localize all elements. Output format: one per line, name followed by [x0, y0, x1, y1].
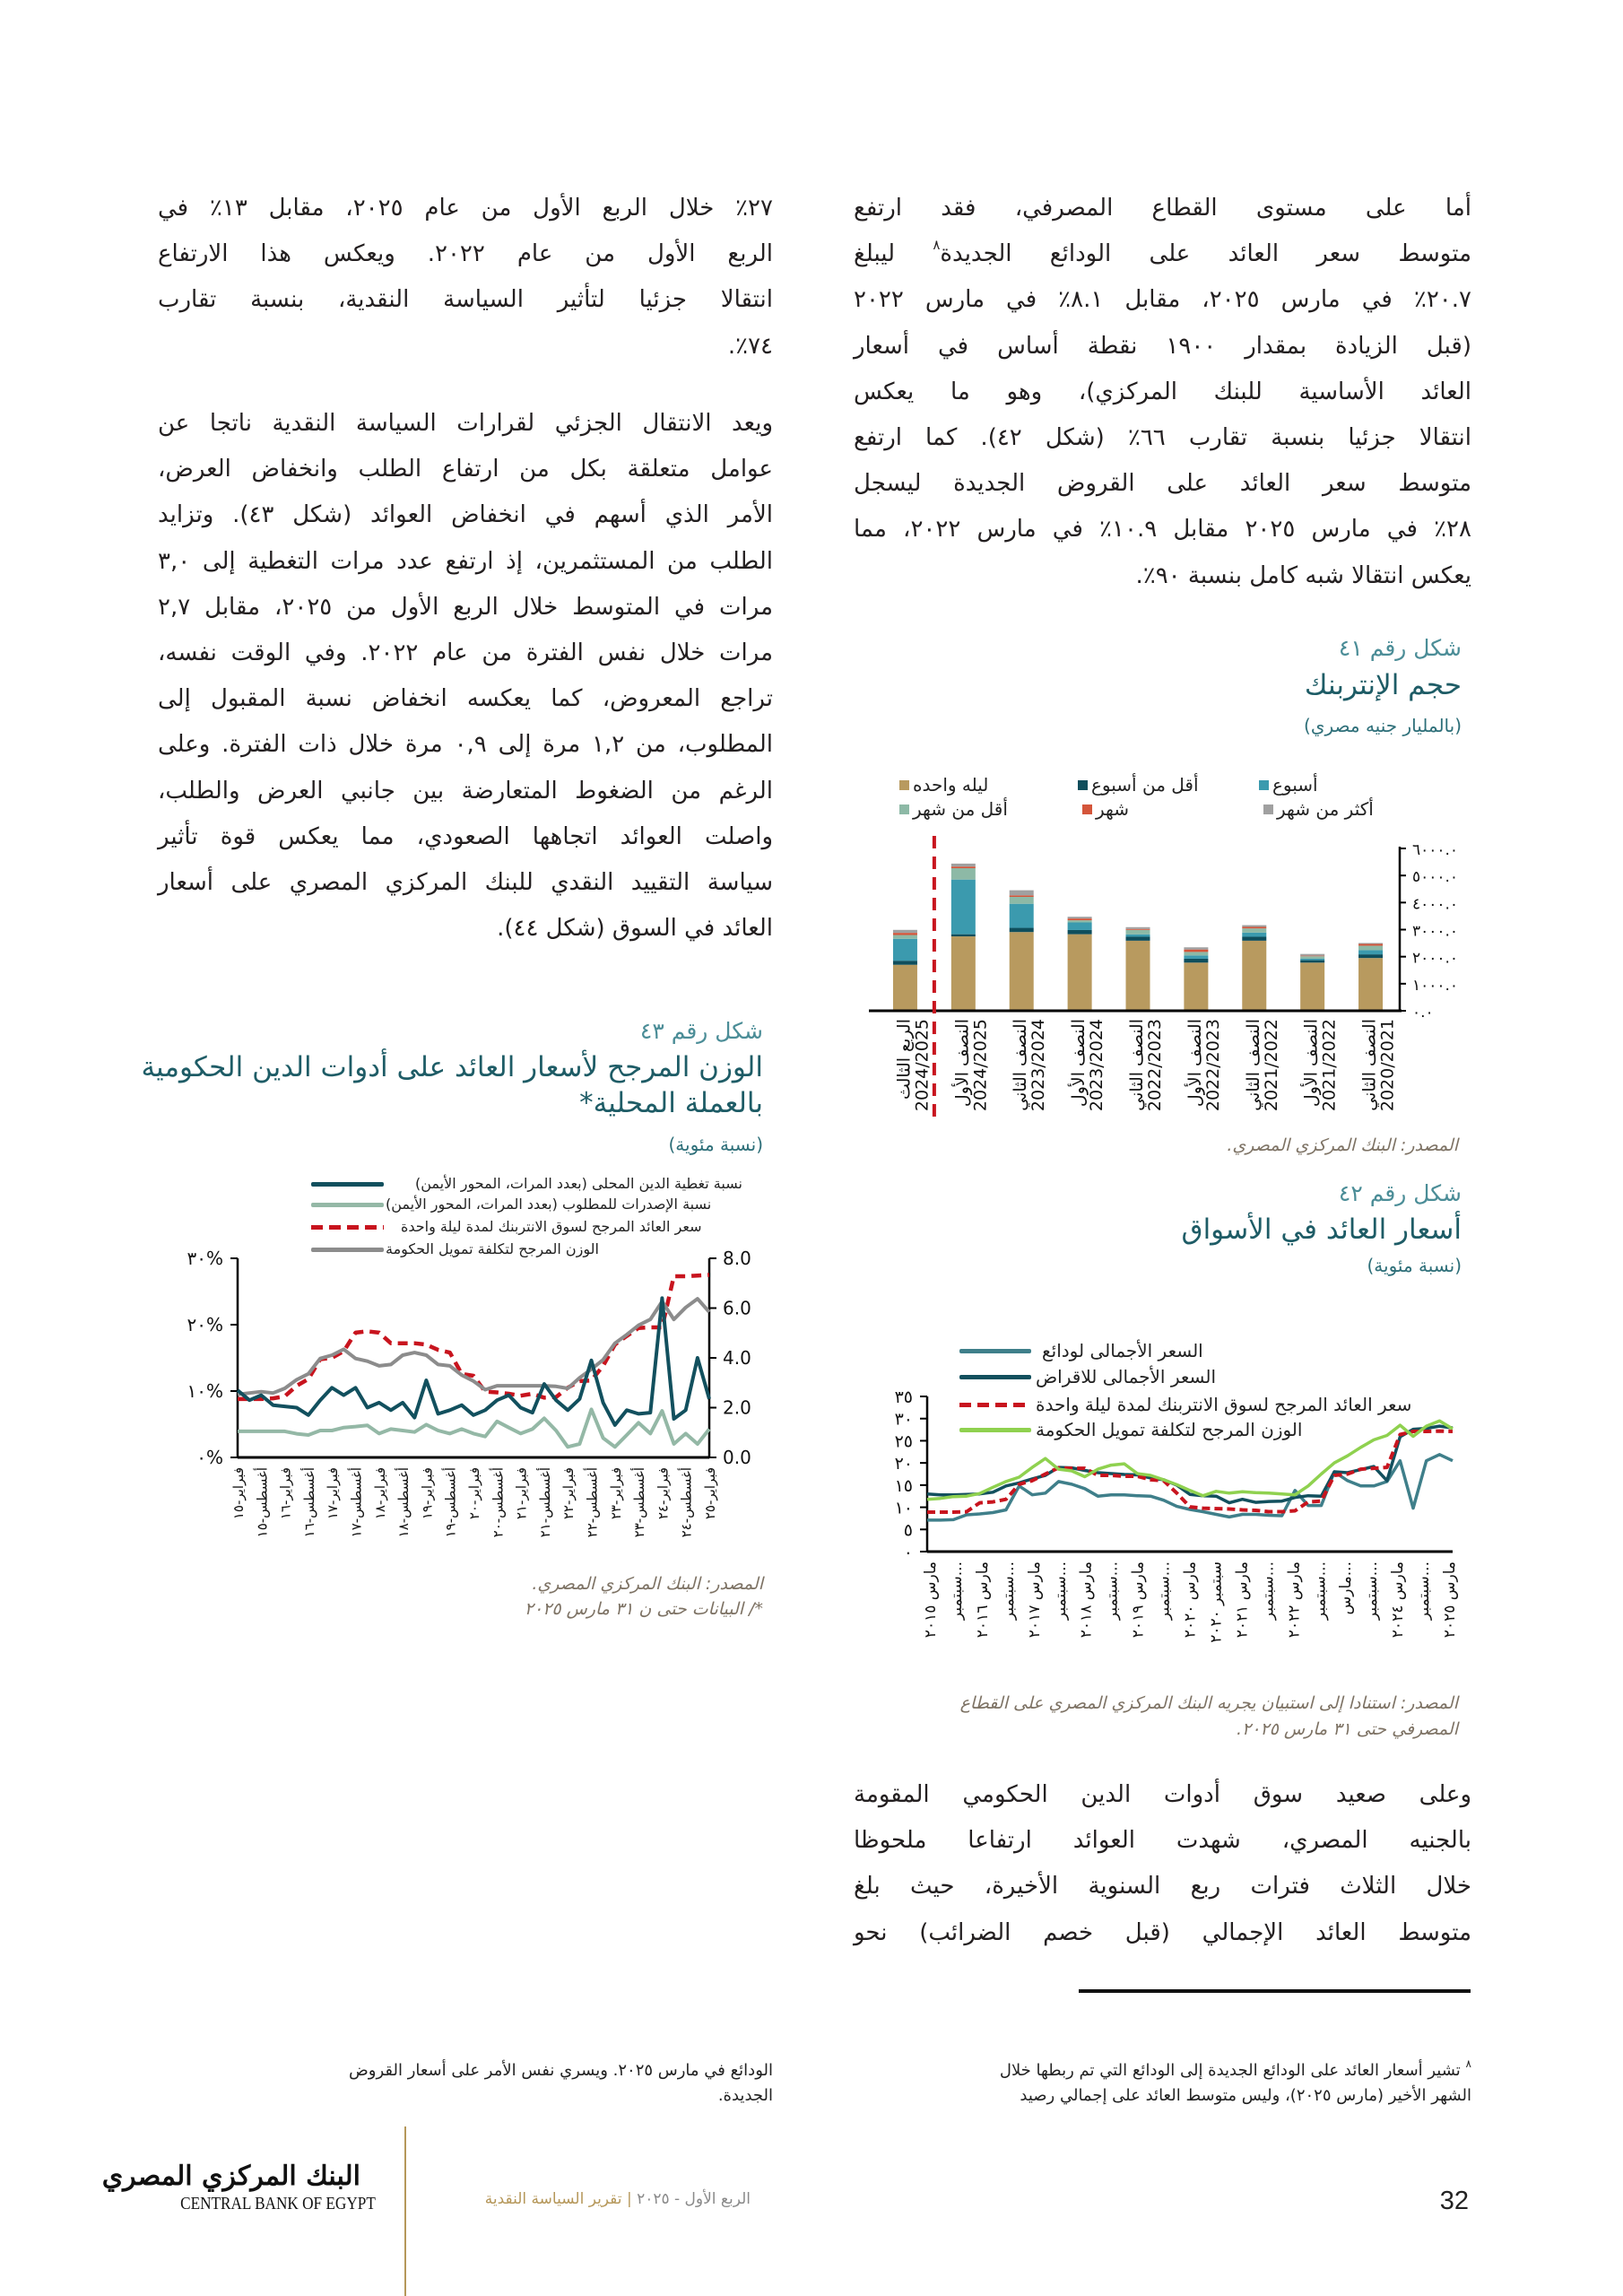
bar-segment	[893, 930, 917, 933]
bar-segment	[1300, 956, 1324, 957]
legend-item-more-than-month	[1263, 796, 1374, 822]
text-line: الربع الأول من عام ٢٠٢٢. ويعكس هذا الارتفاع	[158, 240, 774, 268]
footnote-line	[1000, 2058, 1471, 2083]
footnote-reference[interactable]: ٨	[933, 237, 941, 254]
bar-segment	[1126, 929, 1150, 930]
bar-segment	[1300, 959, 1324, 961]
y-tick-label: 8.0	[723, 1248, 751, 1269]
x-tick-label: 2022/2023	[1202, 1019, 1223, 1112]
bar-segment	[1010, 897, 1034, 904]
footnote-text: تشير أسعار العائد على الودائع الجديدة إلى الودائع التي تم ربطها خلال	[999, 2061, 1461, 2080]
footnote-separator	[1079, 1989, 1471, 1993]
footer-report-title	[485, 2188, 751, 2210]
text-line: (قبل الزيادة بمقدار ١٩٠٠ نقطة أساس في أسعار	[854, 332, 1471, 360]
y-tick-label: ٤٠٠٠.٠	[1412, 895, 1459, 914]
figure-41-header	[1304, 633, 1462, 738]
text-line: ٢٧٪ خلال الربع الأول من عام ٢٠٢٥، مقابل ١٣٪ في	[158, 195, 773, 222]
x-tick-label: سبتمبر...	[1415, 1561, 1434, 1621]
bar-stack	[1068, 917, 1092, 1011]
text-line: واصلت العوائد اتجاهها الصعودي، مما يعكس قوة تأثير	[158, 822, 773, 850]
y-tick-label: ٠.٠	[1412, 1004, 1434, 1022]
x-tick-label: مارس ٢٠١٩	[1129, 1561, 1148, 1639]
x-tick-label: فبراير-١٥	[230, 1467, 247, 1520]
x-tick-label: النصف الثاني	[1127, 1019, 1147, 1111]
bar-segment	[1184, 950, 1208, 952]
bar-stack	[893, 930, 917, 1011]
figure-43-header	[141, 1016, 763, 1157]
y-tick-label: ١٠	[894, 1498, 913, 1518]
bar-segment	[1184, 955, 1208, 959]
y-tick-label: ٥٠٠٠.٠	[1412, 868, 1459, 887]
bar-segment	[951, 935, 976, 936]
legend-item-less-than-month	[899, 796, 1008, 822]
legend-label: نسبة تغطية الدين المحلى (بعدد المرات، المحور الأيمن)	[415, 1175, 742, 1192]
bar-segment	[1242, 936, 1266, 940]
text-line: ٢٠.٧٪ في مارس ٢٠٢٥، مقابل ٨.١٪ في مارس ٢٠٢٢	[854, 286, 1471, 314]
figure-title-line: بالعملة المحلية*	[579, 1087, 763, 1119]
y-tick-label: 2.0	[723, 1396, 751, 1419]
bar-segment	[951, 864, 976, 866]
bar-segment	[1126, 930, 1150, 935]
legend-label: السعر الأجمالى للاقراض	[1036, 1366, 1216, 1387]
legend-label: شهر	[1096, 798, 1130, 820]
legend-label: نسبة الإصدرات للمطلوب (بعدد المرات، المحور الأيمن)	[386, 1196, 712, 1213]
x-tick-label: أغسطس-٢٠	[490, 1467, 507, 1538]
text-line: مرات خلال نفس الفترة من عام ٢٠٢٢. وفي الوقت نفسه،	[158, 639, 773, 666]
legend-item-overnight	[899, 772, 988, 797]
right-column-paragraph-1	[854, 186, 1471, 599]
text-line: خلال الثلاث فترات ربع السنوية الأخيرة، حيث بلغ	[854, 1873, 1471, 1900]
bar-segment	[1010, 904, 1034, 928]
x-tick-label: 2024/2025	[912, 1019, 933, 1112]
source-line: المصدر: استنادا إلى استبيان يجريه البنك المركزي المصري على القطاع	[959, 1693, 1458, 1713]
y-tick-label: ٢٠٠٠.٠	[1412, 949, 1459, 968]
legend-label: الوزن المرجح لتكلفة تمويل الحكومة	[1036, 1419, 1303, 1440]
x-tick-label: مارس ٢٠١٧	[1025, 1561, 1044, 1639]
source-line: المصدر: البنك المركزي المصري.	[532, 1574, 763, 1594]
x-tick-label: النصف الأول	[1301, 1019, 1322, 1108]
bar-segment	[1300, 956, 1324, 959]
x-tick-label: النصف الثاني	[1359, 1019, 1380, 1111]
y-tick-label: ٥	[903, 1520, 913, 1541]
text-line: ٢٨٪ في مارس ٢٠٢٥ مقابل ١٠.٩٪ في مارس ٢٠٢٢، مما	[854, 516, 1471, 544]
x-tick-label: أغسطس-٢٤	[678, 1467, 695, 1538]
text-line: متوسط سعر العائد على القروض الجديدة ليسجل	[854, 470, 1471, 498]
y-tick-label: ٦٠٠٠.٠	[1412, 841, 1459, 859]
x-tick-label: أغسطس-١٧	[348, 1467, 365, 1538]
bar-segment	[1010, 895, 1034, 897]
legend-label: سعر العائد المرجح لسوق الانتربنك لمدة ليلة واحدة	[1036, 1394, 1412, 1415]
bar-segment	[893, 961, 917, 965]
bar-stack	[951, 864, 976, 1011]
bar-segment	[1068, 918, 1092, 920]
source-line: المصرفي حتى ٣١ مارس ٢٠٢٥.	[1236, 1719, 1458, 1739]
x-tick-label: فبراير-١٧	[325, 1467, 342, 1520]
bar-segment	[1358, 954, 1383, 958]
y-tick-label: ١٥	[894, 1475, 913, 1496]
x-tick-label: 2023/2024	[1087, 1019, 1107, 1112]
x-tick-label: النصف الأول	[952, 1019, 973, 1108]
footer-divider-rule	[404, 2126, 406, 2296]
x-tick-label: فبراير-٢٠	[466, 1467, 482, 1520]
legend-line-interbank	[959, 1403, 1031, 1407]
bar-segment	[1068, 923, 1092, 930]
bar-segment	[1126, 935, 1150, 937]
y-tick-label: 4.0	[723, 1347, 751, 1369]
bar-segment	[1300, 962, 1324, 1011]
data-note: */ البيانات حتى ن ٣١ مارس ٢٠٢٥	[524, 1599, 763, 1619]
text-line: تراجع المعروض، كما يعكسه انخفاض نسبة المقبول إلى	[158, 685, 773, 713]
legend-label: أكثر من شهر	[1277, 798, 1374, 820]
legend-swatch	[1082, 804, 1092, 814]
x-tick-label: مارس ٢٠١٥	[922, 1561, 940, 1639]
x-tick-label: مارس ٢٠٢٤	[1389, 1561, 1408, 1639]
bar-segment	[1010, 932, 1034, 1011]
y-tick-label: ٢٠%	[187, 1314, 223, 1335]
y-tick-label: 6.0	[723, 1297, 751, 1319]
bar-segment	[1010, 891, 1034, 896]
x-tick-label: فبراير-٢٣	[607, 1467, 624, 1520]
left-column-paragraph-2	[158, 401, 773, 952]
figure-number: شكل رقم ٤١	[1338, 635, 1462, 661]
right-column-paragraph-2	[854, 1772, 1471, 1956]
legend-label: أقل من أسبوع	[1091, 774, 1199, 796]
figure-title-line: الوزن المرجح لأسعار العائد على أدوات الدين الحكومية	[141, 1051, 763, 1083]
footnote-line: الودائع في مارس ٢٠٢٥. ويسري نفس الأمر على أسعار القروض	[349, 2061, 773, 2080]
legend-label: السعر الأجمالى لودائع	[1042, 1340, 1203, 1361]
legend-swatch	[1078, 780, 1088, 790]
text-line: الطلب من المستثمرين، إذ ارتفع عدد مرات التغطية إلى ٣,٠	[158, 547, 773, 575]
bar-segment	[1184, 947, 1208, 949]
bar-segment	[893, 939, 917, 961]
legend-line-interbank	[311, 1225, 384, 1230]
x-tick-label: النصف الأول	[1185, 1019, 1205, 1108]
bar-segment	[1068, 935, 1092, 1011]
legend-swatch	[1263, 804, 1273, 814]
x-tick-label: فبراير-١٩	[419, 1467, 436, 1520]
bar-segment	[951, 868, 976, 880]
logo-arabic-wordmark: البنك المركزي المصري	[101, 2161, 360, 2192]
legend-line-issuance-ratio	[311, 1203, 384, 1207]
figure-unit: (نسبة مئوية)	[1367, 1255, 1462, 1276]
x-tick-label: أغسطس-١٩	[442, 1467, 459, 1538]
legend-item-week	[1259, 772, 1318, 797]
footnote-line: الشهر الأخير (مارس ٢٠٢٥)، وليس متوسط العائد على إجمالي رصيد	[1020, 2086, 1471, 2105]
bar-segment	[1126, 941, 1150, 1011]
bar-segment	[1358, 944, 1383, 945]
text-line: المطلوب، من ١,٢ مرة إلى ٠,٩ مرة خلال ذات الفترة. وعلى	[158, 731, 773, 759]
bar-segment	[1184, 959, 1208, 962]
x-tick-label: فبراير-٢٤	[655, 1467, 672, 1520]
x-tick-label: سبتمبر...	[1259, 1561, 1278, 1621]
interbank-volume-bar-chart	[861, 825, 1471, 1130]
logo-english-wordmark: CENTRAL BANK OF EGYPT	[180, 2194, 376, 2213]
text-line: بالجنيه المصري، شهدت العوائد ارتفاعا ملحوظا	[854, 1827, 1471, 1855]
bar-segment	[1300, 961, 1324, 963]
figure-number: شكل رقم ٤٣	[639, 1018, 763, 1044]
x-tick-label: الربع الثالث	[894, 1019, 915, 1100]
legend-item-less-than-week	[1078, 772, 1199, 797]
series-line	[238, 1298, 709, 1425]
bar-group	[893, 864, 1383, 1011]
y-tick-label: ٣٥	[894, 1387, 913, 1407]
legend-line-deposits	[959, 1349, 1031, 1353]
bar-segment	[1068, 917, 1092, 918]
figure-title: حجم الإنتربنك	[1304, 669, 1462, 701]
figure-unit: (نسبة مئوية)	[668, 1134, 763, 1155]
bar-segment	[1300, 954, 1324, 956]
text-line: العائد في السوق (شكل ٤٤).	[497, 915, 773, 943]
x-tick-label: أغسطس-١٨	[395, 1467, 412, 1538]
text-line: ويعد الانتقال الجزئي لقرارات السياسة النقدية ناتجا عن	[158, 410, 773, 437]
bar-segment	[1068, 920, 1092, 922]
x-tick-label: سبتمبر...	[947, 1561, 966, 1621]
footnote-marker: ٨	[1465, 2057, 1471, 2070]
text-line: انتقالا جزئيا بنسبة تقارب ٦٦٪ (شكل ٤٢). كما ارتفع	[854, 423, 1471, 451]
footer-period: الربع الأول - ٢٠٢٥	[637, 2190, 751, 2208]
bar-segment	[1358, 950, 1383, 954]
y-tick-label: ٠%	[196, 1447, 223, 1468]
footer-divider: |	[626, 2190, 632, 2208]
y-tick-label: ٣٠٠٠.٠	[1412, 922, 1459, 941]
x-tick-label: مارس ٢٠١٨	[1077, 1561, 1096, 1639]
y-tick-label: ٢٠	[894, 1454, 913, 1474]
bar-segment	[1242, 926, 1266, 928]
x-tick-label: فبراير-٢٢	[560, 1467, 577, 1520]
bar-stack	[1184, 947, 1208, 1011]
bar-segment	[1242, 941, 1266, 1011]
page-number: 32	[1439, 2187, 1469, 2215]
series-line	[927, 1431, 1453, 1512]
text-line: مرات في المتوسط خلال الربع الأول من ٢٠٢٥، مقابل ٢,٧	[158, 593, 773, 621]
bar-stack	[1242, 926, 1266, 1011]
text-line: ٧٤٪.	[727, 332, 773, 360]
x-tick-label: مارس ٢٠٢٥	[1441, 1561, 1459, 1639]
legend-label: الوزن المرجح لتكلفة تمويل الحكومة	[386, 1240, 599, 1257]
legend-swatch	[899, 780, 909, 790]
legend-label: أقل من شهر	[913, 798, 1008, 820]
legend-label: سعر العائد المرجح لسوق الانتربنك لمدة ليلة واحدة	[401, 1218, 702, 1235]
bar-stack	[1358, 943, 1383, 1011]
bar-segment	[893, 965, 917, 1011]
x-tick-label: 2020/2021	[1377, 1019, 1398, 1112]
figure-42-header	[1182, 1178, 1462, 1278]
x-tick-label: مارس ٢٠٢٠	[1181, 1561, 1200, 1639]
bar-segment	[951, 936, 976, 1011]
x-tick-label: أغسطس-١٥	[254, 1467, 271, 1538]
bar-stack	[1300, 954, 1324, 1011]
footnote-8	[1000, 2058, 1471, 2109]
legend-item-month	[1082, 796, 1129, 822]
x-tick-label: سبتمبر...	[1363, 1561, 1382, 1621]
text-fragment: متوسط سعر العائد على الودائع الجديدة	[940, 240, 1472, 268]
bar-segment	[1242, 928, 1266, 933]
x-tick-label: 2021/2022	[1319, 1019, 1340, 1112]
bar-segment	[1126, 927, 1150, 929]
figure-unit: (بالمليار جنيه مصري)	[1304, 715, 1462, 736]
bar-segment	[1358, 958, 1383, 1011]
bar-segment	[951, 866, 976, 868]
text-line: الرغم من الضغوط المتعارضة بين جانبي العرض والطلب،	[158, 777, 773, 804]
x-tick-label: 2021/2022	[1261, 1019, 1281, 1112]
x-tick-label: أغسطس-٢١	[536, 1467, 553, 1538]
legend-line-government	[959, 1428, 1031, 1432]
text-line: أما على مستوى القطاع المصرفي، فقد ارتفع	[854, 195, 1471, 222]
bar-segment	[1184, 952, 1208, 955]
bar-segment	[1010, 928, 1034, 933]
figure-title: أسعار العائد في الأسواق	[1181, 1213, 1462, 1246]
y-tick-label: ١٠%	[187, 1380, 223, 1402]
bar-segment	[893, 933, 917, 935]
text-line: متوسط العائد الإجمالي (قبل خصم الضرائب) نحو	[854, 1918, 1471, 1946]
central-bank-logo	[101, 2160, 376, 2213]
legend-line-coverage-ratio	[311, 1182, 384, 1187]
x-tick-label: النصف الثاني	[1011, 1019, 1031, 1111]
x-tick-label: فبراير-٢١	[513, 1467, 530, 1520]
bar-stack	[1126, 927, 1150, 1011]
figure-43-source	[525, 1571, 763, 1622]
x-tick-label: أغسطس-٢٢	[584, 1467, 601, 1538]
text-line: الأمر الذي أسهم في انخفاض العوائد (شكل ٤٣). وتزايد	[158, 501, 773, 529]
x-tick-label: سبتمبر...	[999, 1561, 1018, 1621]
legend-swatch	[1259, 780, 1269, 790]
text-line	[854, 231, 1471, 277]
bar-segment	[1068, 930, 1092, 935]
gov-debt-yield-line-chart	[161, 1247, 789, 1570]
x-tick-label: سبتمبر...	[1155, 1561, 1174, 1621]
left-column-paragraph-1	[158, 186, 773, 370]
bar-stack	[1010, 891, 1034, 1011]
bar-segment	[951, 880, 976, 935]
y-tick-label: ٠	[903, 1543, 913, 1562]
y-tick-label: ٣٠%	[187, 1248, 223, 1269]
bar-segment	[1126, 936, 1150, 940]
x-tick-label: مارس ٢٠٢٢	[1285, 1561, 1304, 1639]
y-tick-label: ٣٠	[894, 1409, 913, 1430]
bar-segment	[1242, 926, 1266, 927]
bar-segment	[1358, 943, 1383, 944]
x-tick-label: فبراير-١٨	[371, 1467, 388, 1520]
figure-42-source	[960, 1691, 1458, 1743]
bar-segment	[1358, 945, 1383, 950]
bar-segment	[1242, 933, 1266, 937]
footnote-line: الجديدة.	[717, 2086, 773, 2105]
x-tick-label: مارس...	[1337, 1561, 1356, 1615]
x-tick-label: النصف الأول	[1069, 1019, 1089, 1108]
x-tick-label: سبتمبر...	[1051, 1561, 1070, 1621]
x-tick-label: 2022/2023	[1145, 1019, 1165, 1112]
x-tick-label: مارس ٢٠١٦	[973, 1561, 992, 1639]
x-tick-label: سبتمبر...	[1311, 1561, 1330, 1621]
x-tick-label: فبراير-١٦	[277, 1467, 294, 1520]
x-tick-label: أغسطس-٢٣	[631, 1467, 648, 1538]
x-tick-label: سبتمبر...	[1103, 1561, 1122, 1621]
text-line: العائد الأساسية للبنك المركزي)، وهو ما يعكس	[854, 378, 1471, 405]
x-tick-label: النصف الثاني	[1243, 1019, 1263, 1111]
footer-report-name: تقرير السياسة النقدية	[484, 2190, 622, 2208]
bar-segment	[1184, 962, 1208, 1011]
x-tick-label: مارس ٢٠٢١	[1233, 1561, 1252, 1639]
text-line: وعلى صعيد سوق أدوات الدين الحكومي المقومة	[854, 1781, 1471, 1808]
legend-line-loans	[959, 1375, 1031, 1379]
text-line: سياسة التقييد النقدي للبنك المركزي المصري على أسعار	[158, 868, 773, 896]
legend-swatch	[899, 804, 909, 814]
legend-label: ليله واحده	[913, 774, 989, 796]
y-tick-label: ٢٥	[894, 1431, 913, 1452]
x-tick-label: 2023/2024	[1028, 1019, 1049, 1112]
y-tick-label: 0.0	[723, 1447, 751, 1468]
series-line	[238, 1299, 709, 1395]
figure-number: شكل رقم ٤٢	[1338, 1180, 1462, 1206]
bar-segment	[893, 935, 917, 939]
y-tick-label: ١٠٠٠.٠	[1412, 976, 1459, 995]
text-line: عوامل متعلقة بكل من ارتفاع الطلب وانخفاض العرض،	[158, 456, 773, 483]
text-line: يعكس انتقالا شبه كامل بنسبة ٩٠٪.	[1135, 561, 1471, 589]
x-tick-label: 2024/2025	[970, 1019, 991, 1112]
x-tick-label: فبراير-٢٥	[702, 1467, 718, 1520]
x-tick-label: أغسطس-١٦	[300, 1467, 317, 1538]
legend-label: أسبوع	[1272, 774, 1318, 796]
x-tick-label: سبتمبر ٢٠٢٠	[1207, 1561, 1226, 1643]
text-fragment: ليبلغ	[854, 240, 896, 268]
footnote-8-continued	[349, 2058, 773, 2109]
figure-41-source: المصدر: البنك المركزي المصري.	[1227, 1135, 1458, 1155]
text-line: انتقالا جزئيا لتأثير السياسة النقدية، بنسبة تقارب	[158, 286, 773, 314]
